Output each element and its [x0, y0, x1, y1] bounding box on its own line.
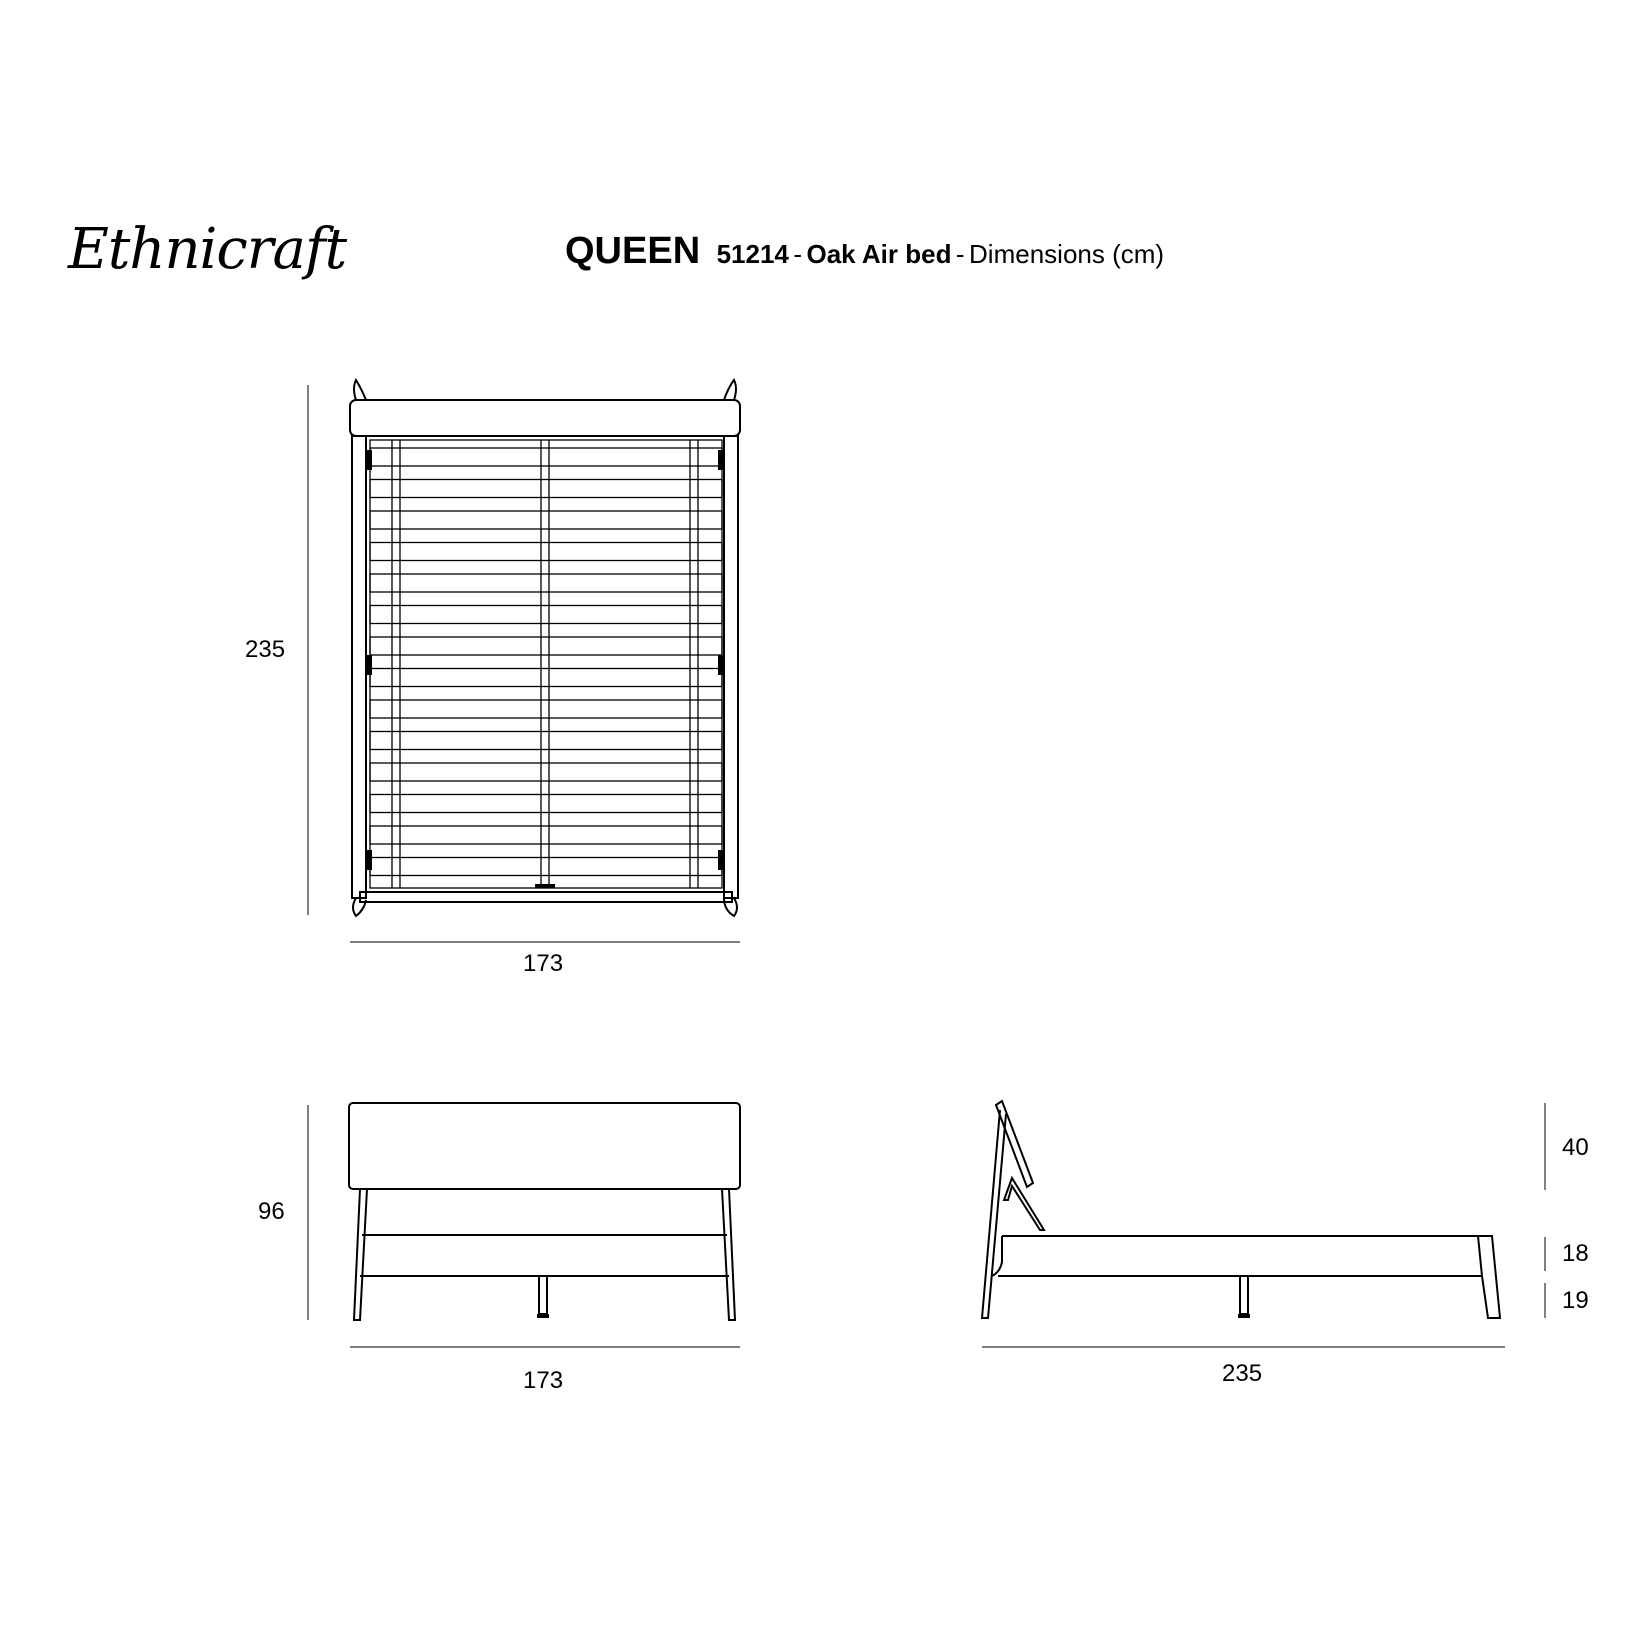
top-slat	[370, 511, 722, 529]
top-post-left	[354, 380, 366, 400]
front-leg-right	[722, 1189, 735, 1320]
front-width-label: 173	[523, 1367, 564, 1394]
side-foot-post	[1478, 1236, 1500, 1318]
side-frame-label: 18	[1562, 1240, 1589, 1267]
front-leg-left	[354, 1189, 367, 1320]
top-headboard	[350, 400, 740, 436]
top-width-label: 173	[523, 950, 564, 977]
top-rail-right	[724, 436, 738, 898]
top-slat	[370, 543, 722, 561]
title-separator: -	[955, 239, 965, 269]
top-slat-frame	[370, 440, 722, 888]
top-slat	[370, 700, 722, 718]
front-height-label: 96	[258, 1198, 285, 1225]
title-separator: -	[793, 239, 803, 269]
side-clearance-label: 19	[1562, 1287, 1589, 1314]
top-slats	[370, 448, 722, 876]
side-center-support	[1240, 1276, 1248, 1314]
top-slat	[370, 732, 722, 750]
top-slat	[370, 858, 722, 876]
side-view-drawing	[982, 1101, 1545, 1347]
side-head-post	[982, 1110, 1006, 1318]
side-length-label: 235	[1222, 1360, 1263, 1387]
front-view-drawing	[308, 1103, 740, 1347]
front-center-support	[539, 1276, 547, 1314]
top-slat	[370, 480, 722, 498]
top-post-right	[724, 380, 736, 400]
top-slat	[370, 606, 722, 624]
top-slat	[370, 574, 722, 592]
top-foot-post-right	[724, 898, 737, 916]
top-view-drawing	[308, 380, 740, 942]
top-foot-rail	[360, 892, 732, 902]
top-slat	[370, 826, 722, 844]
product-code: 51214	[716, 239, 789, 269]
side-headboard-label: 40	[1562, 1134, 1589, 1161]
top-slat	[370, 763, 722, 781]
product-name: Oak Air bed	[806, 239, 952, 269]
dimensions-label: Dimensions (cm)	[969, 239, 1165, 269]
ethnicraft-logo: Ethnicraft	[68, 217, 347, 282]
top-slat	[370, 669, 722, 687]
top-depth-label: 235	[245, 636, 286, 663]
bed-size: QUEEN	[565, 230, 701, 272]
front-headboard	[349, 1103, 740, 1189]
top-slat	[370, 448, 722, 466]
top-rail-left	[352, 436, 366, 898]
top-slat	[370, 795, 722, 813]
top-slat	[370, 637, 722, 655]
side-head-brace	[1004, 1178, 1044, 1230]
